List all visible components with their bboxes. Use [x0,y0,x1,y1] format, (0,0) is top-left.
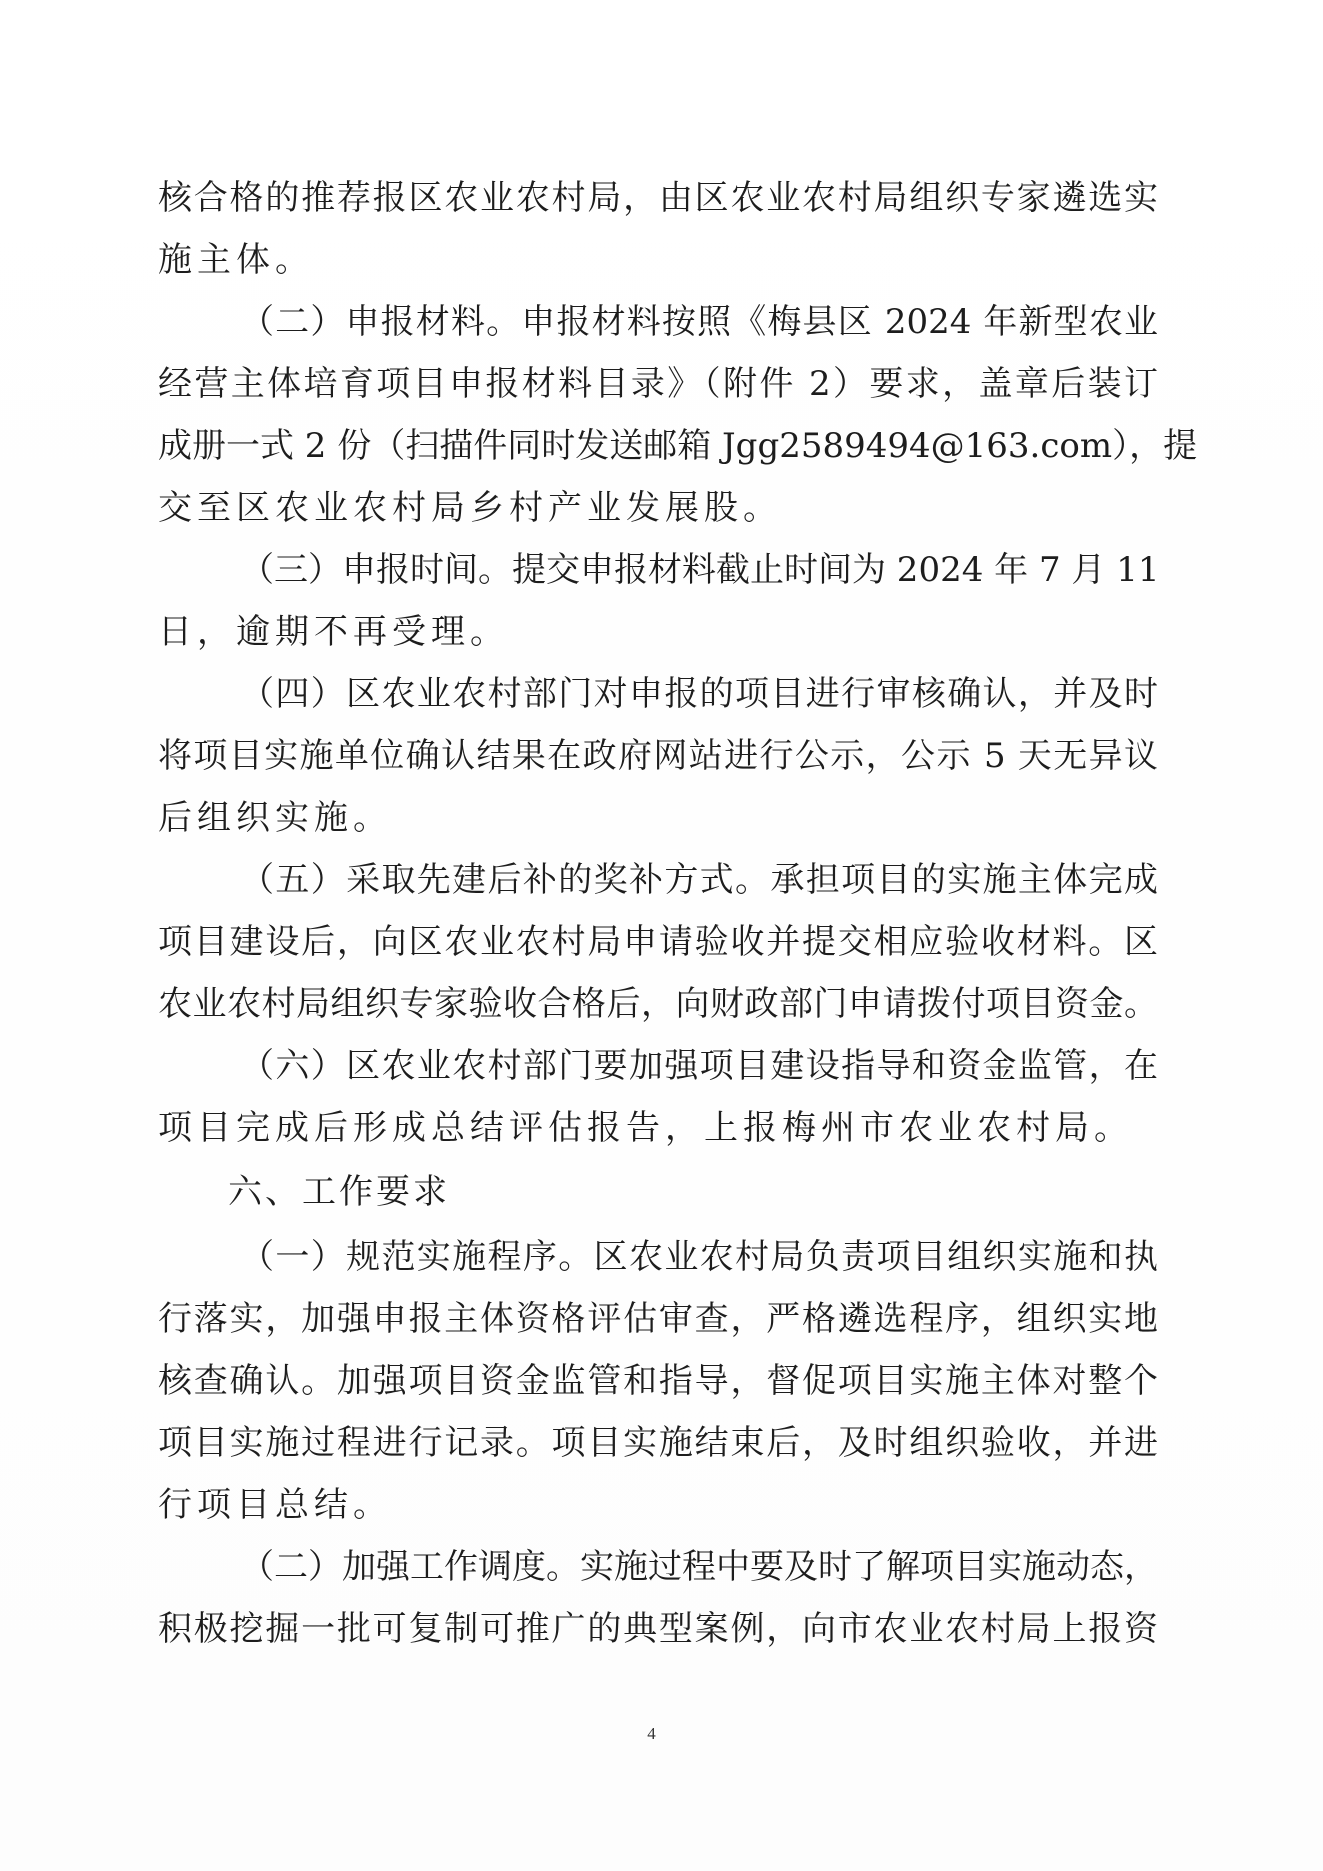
text-line: 核合格的推荐报区农业农村局，由区农业农村局组织专家遴选实 [158,178,1158,218]
text-line: 项目实施过程进行记录。项目实施结束后，及时组织验收，并进 [158,1423,1158,1463]
text-line: （二）加强工作调度。实施过程中要及时了解项目实施动态， [240,1547,1158,1587]
text-line: 经营主体培育项目申报材料目录》（附件 2）要求，盖章后装订 [158,364,1158,404]
text-line: （三）申报时间。提交申报材料截止时间为 2024 年 7 月 11 [240,550,1160,590]
text-line: （五）采取先建后补的奖补方式。承担项目的实施主体完成 [240,860,1158,900]
text-line: 行项目总结。 [158,1485,392,1525]
text-line: 施主体。 [158,240,314,280]
text-line: （二）申报材料。申报材料按照《梅县区 2024 年新型农业 [240,302,1158,342]
section-heading: 六、工作要求 [228,1172,450,1212]
text-line: 交至区农业农村局乡村产业发展股。 [158,488,782,528]
text-line: 后组织实施。 [158,798,392,838]
text-line: 行落实，加强申报主体资格评估审查，严格遴选程序，组织实地 [158,1299,1158,1339]
text-line: （一）规范实施程序。区农业农村局负责项目组织实施和执 [240,1237,1158,1277]
text-line: 农业农村局组织专家验收合格后，向财政部门申请拨付项目资金。 [158,984,1158,1024]
text-line: 将项目实施单位确认结果在政府网站进行公示，公示 5 天无异议 [158,736,1158,776]
text-line: （四）区农业农村部门对申报的项目进行审核确认，并及时 [240,674,1158,714]
text-line: （六）区农业农村部门要加强项目建设指导和资金监管，在 [240,1046,1158,1086]
text-line: 项目建设后，向区农业农村局申请验收并提交相应验收材料。区 [158,922,1158,962]
page-number: 4 [647,1724,656,1743]
text-line: 核查确认。加强项目资金监管和指导，督促项目实施主体对整个 [158,1361,1158,1401]
text-line: 积极挖掘一批可复制可推广的典型案例，向市农业农村局上报资 [158,1609,1158,1649]
text-line: 项目完成后形成总结评估报告，上报梅州市农业农村局。 [158,1108,1133,1148]
text-line: 成册一式 2 份（扫描件同时发送邮箱 Jgg2589494@163.com），提 [158,426,1198,466]
text-line: 日，逾期不再受理。 [158,612,509,652]
